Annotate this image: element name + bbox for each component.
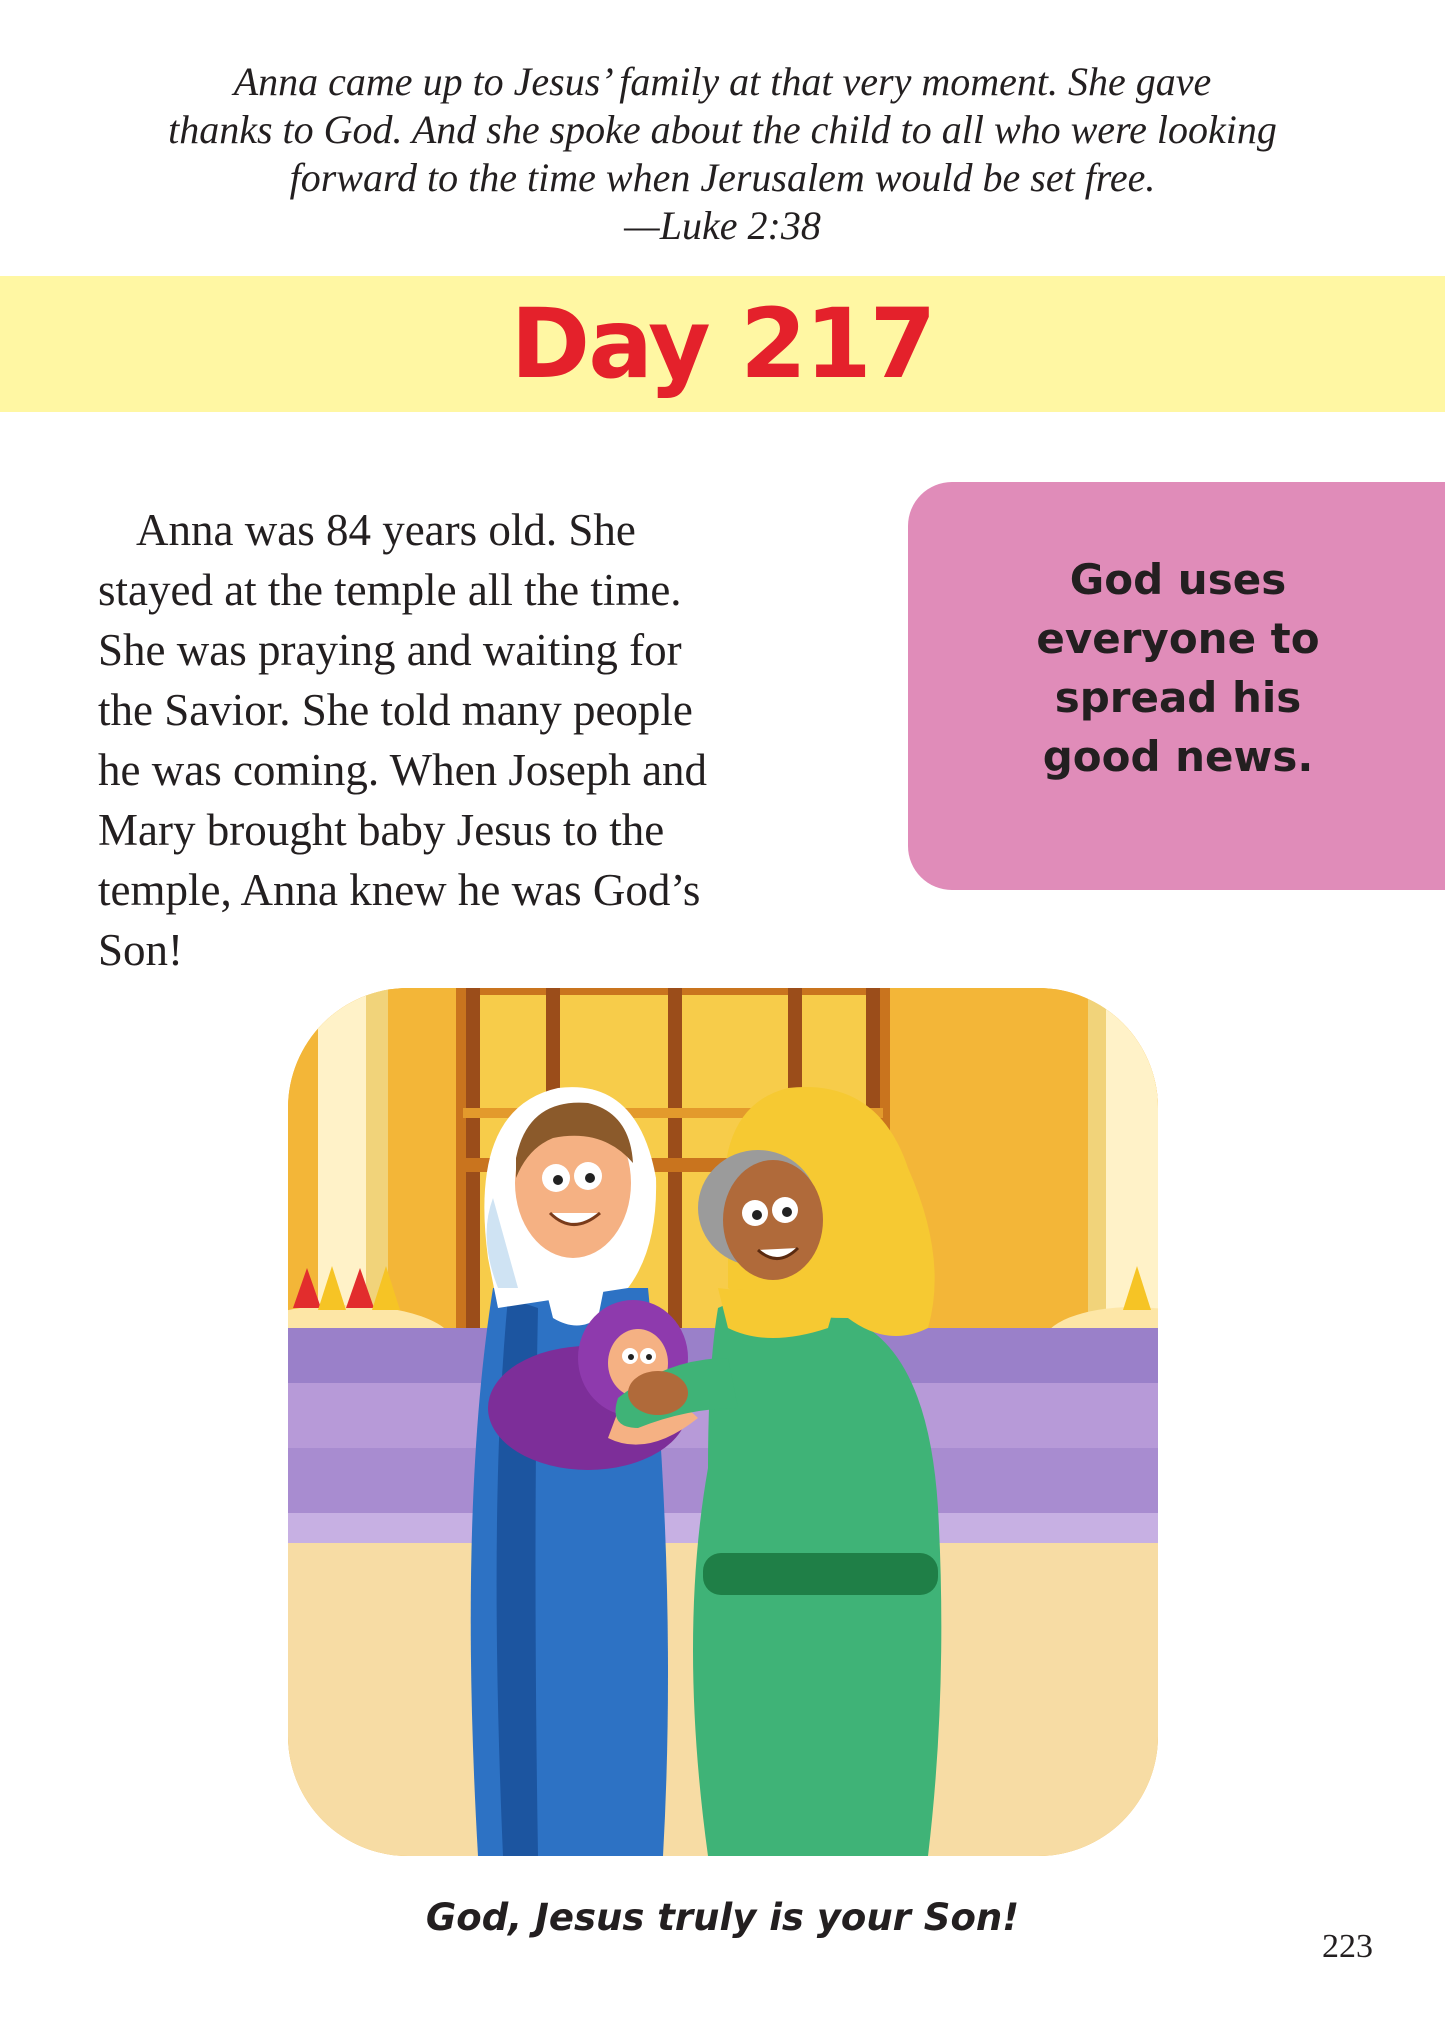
story-line: She was praying and waiting for	[98, 625, 682, 675]
verse-line: forward to the time when Jerusalem would be set free.	[289, 155, 1156, 200]
story-line: temple, Anna knew he was God’s	[98, 865, 701, 915]
story-line: he was coming. When Joseph and	[98, 745, 708, 795]
illustration-scene	[288, 988, 1158, 1856]
story-line: Anna was 84 years old. She	[136, 505, 636, 555]
story-line: Mary brought baby Jesus to the	[98, 805, 665, 855]
mary-figure	[471, 1087, 668, 1856]
takeaway-line: spread his	[1054, 673, 1302, 722]
page-number: 223	[1322, 1928, 1373, 1965]
day-title: Day 217	[510, 288, 935, 400]
verse-line: thanks to God. And she spoke about the child to all who were looking	[168, 107, 1277, 152]
takeaway-line: everyone to	[1036, 614, 1320, 663]
story-illustration	[288, 988, 1158, 1856]
story-line: stayed at the temple all the time.	[98, 565, 682, 615]
verse-line: Anna came up to Jesus’ family at that very moment. She gave	[233, 59, 1212, 104]
story-line: the Savior. She told many people	[98, 685, 693, 735]
story-text	[98, 500, 818, 980]
takeaway-line: God uses	[1069, 555, 1287, 604]
takeaway-line: good news.	[1042, 732, 1314, 781]
scripture-verse	[0, 58, 1445, 250]
story-line: Son!	[98, 925, 184, 975]
prayer-caption: God, Jesus truly is your Son!	[425, 1896, 1020, 1939]
verse-reference: —Luke 2:38	[624, 203, 821, 248]
takeaway-callout	[908, 482, 1445, 890]
day-banner	[0, 276, 1445, 412]
takeaway-text	[908, 550, 1445, 786]
